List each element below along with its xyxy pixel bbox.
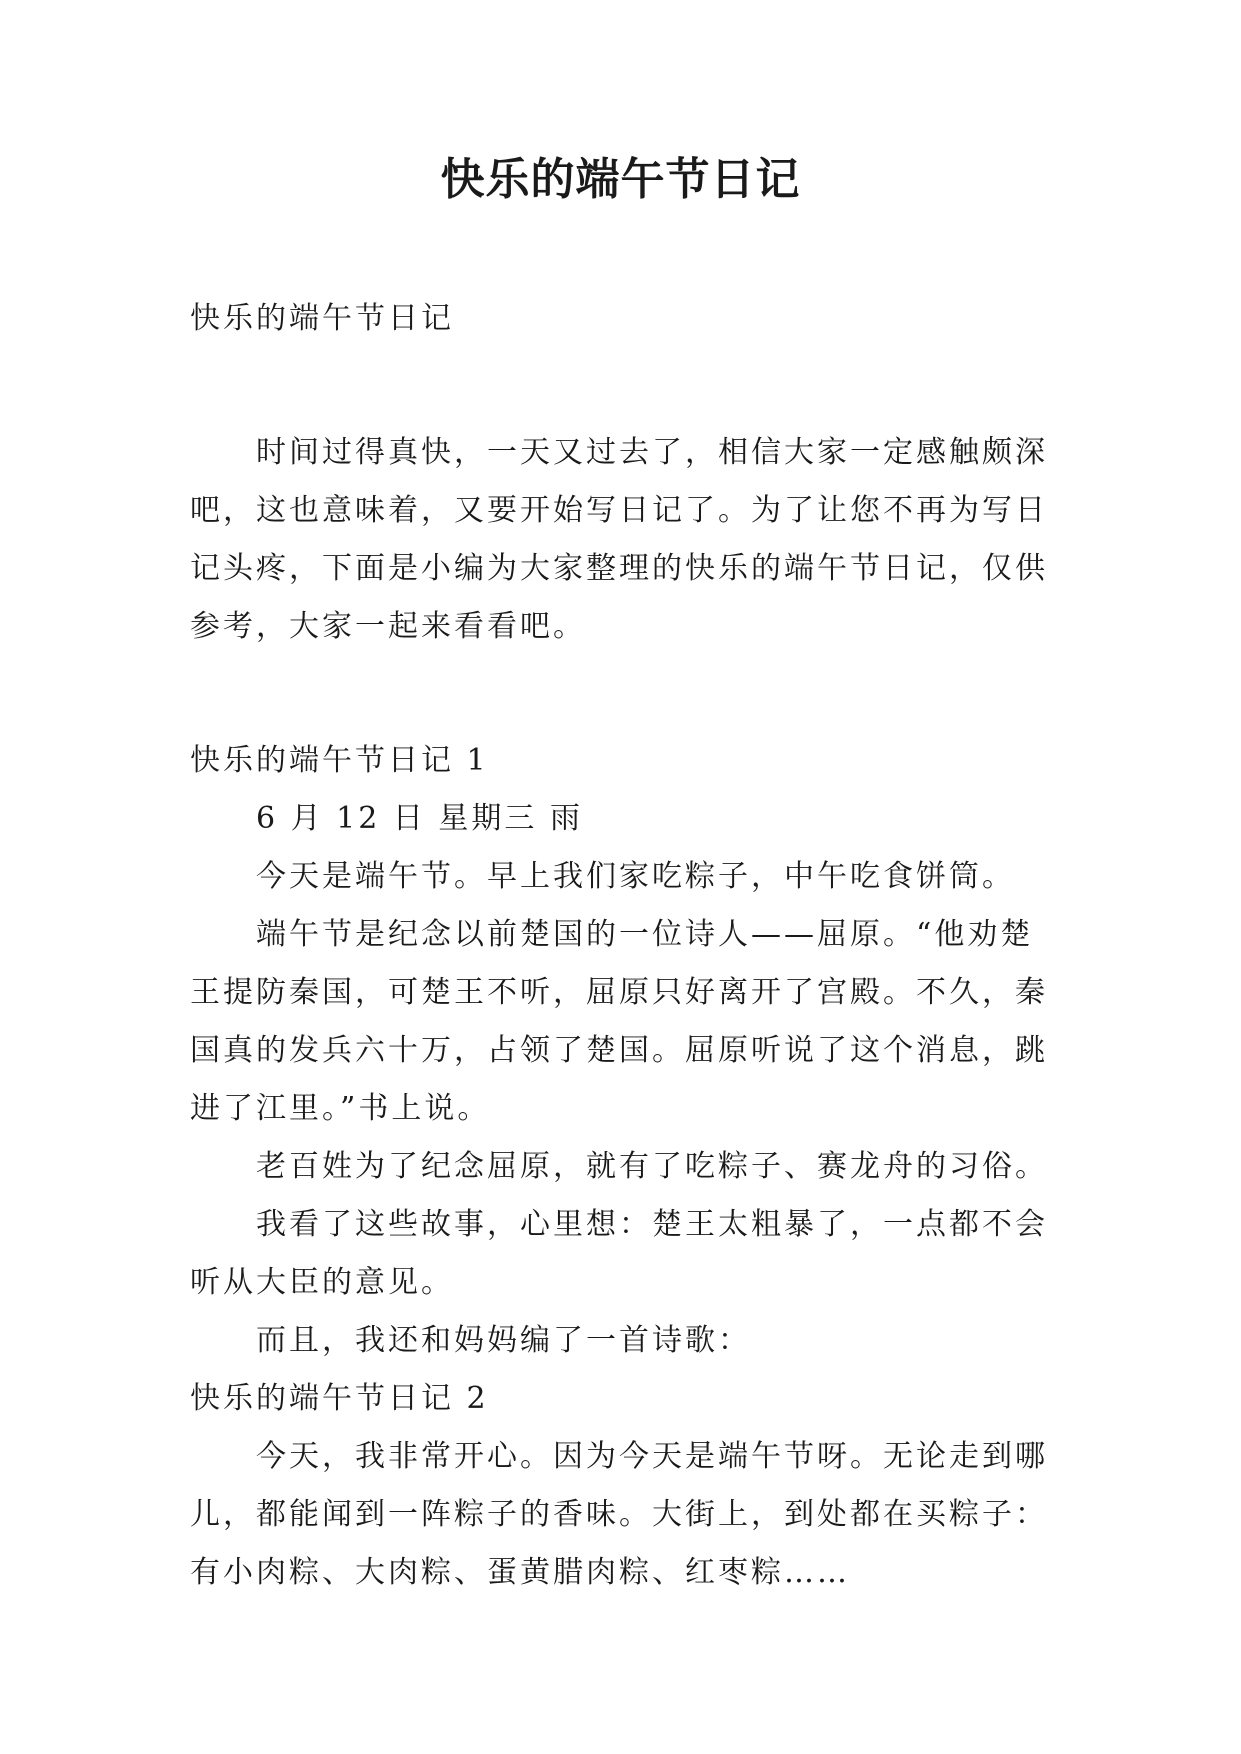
- intro-line: 参考，大家一起来看看吧。: [190, 609, 586, 644]
- paragraph: [190, 1196, 1060, 1312]
- paragraph-line: 今天，我非常开心。因为今天是端午节呀。无论走到哪: [256, 1439, 1048, 1474]
- paragraph-line: 有小肉粽、大肉粽、蛋黄腊肉粽、红枣粽……: [190, 1555, 850, 1590]
- document-body: [190, 290, 1060, 1602]
- intro-line: 时间过得真快，一天又过去了，相信大家一定感触颇深: [256, 435, 1048, 470]
- paragraph-line: 王提防秦国，可楚王不听，屈原只好离开了宫殿。不久，秦: [190, 975, 1048, 1010]
- paragraph-line: 儿，都能闻到一阵粽子的香味。大街上，到处都在买粽子：: [190, 1497, 1048, 1532]
- paragraph-line: 我看了这些故事，心里想：楚王太粗暴了，一点都不会: [256, 1207, 1048, 1242]
- document-title: 快乐的端午节日记: [440, 154, 801, 205]
- paragraph-line: 进了江里。”书上说。: [190, 1091, 491, 1126]
- date-line: 6 月 12 日 星期三 雨: [256, 801, 583, 836]
- section-2: [190, 1370, 1060, 1602]
- paragraph-line: 听从大臣的意见。: [190, 1265, 454, 1300]
- section-1-heading: 快乐的端午节日记 1: [190, 743, 489, 778]
- section-2-heading: 快乐的端午节日记 2: [190, 1381, 489, 1416]
- paragraph: 老百姓为了纪念屈原，就有了吃粽子、赛龙舟的习俗。: [256, 1149, 1048, 1184]
- paragraph: [190, 1428, 1060, 1602]
- spacer: [190, 656, 1060, 732]
- intro-line: 吧，这也意味着，又要开始写日记了。为了让您不再为写日: [190, 493, 1048, 528]
- paragraph: 今天是端午节。早上我们家吃粽子，中午吃食饼筒。: [256, 859, 1015, 894]
- paragraph: 而且，我还和妈妈编了一首诗歌：: [256, 1323, 751, 1358]
- section-1: [190, 732, 1060, 1370]
- paragraph-line: 端午节是纪念以前楚国的一位诗人——屈原。“他劝楚: [256, 917, 1034, 952]
- intro-paragraph: [190, 424, 1060, 656]
- paragraph-line: 国真的发兵六十万，占领了楚国。屈原听说了这个消息，跳: [190, 1033, 1048, 1068]
- spacer: [190, 348, 1060, 424]
- intro-line: 记头疼，下面是小编为大家整理的快乐的端午节日记，仅供: [190, 551, 1048, 586]
- paragraph: [190, 906, 1060, 1138]
- document-subtitle: 快乐的端午节日记: [190, 301, 454, 336]
